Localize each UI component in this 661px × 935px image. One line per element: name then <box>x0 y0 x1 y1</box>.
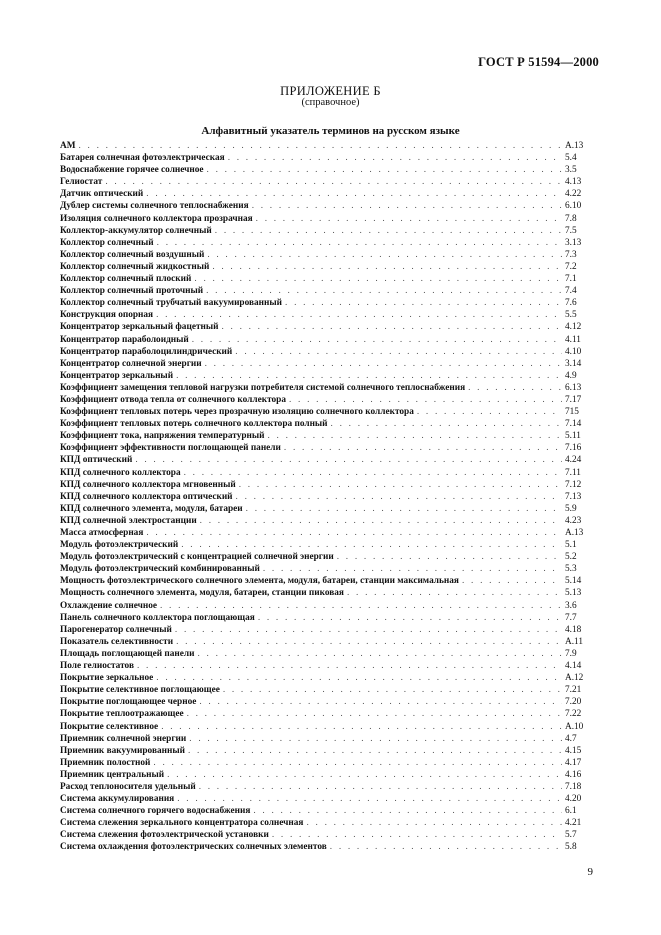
dot-leader <box>337 551 562 563</box>
index-entry <box>60 660 601 672</box>
dot-leader <box>468 382 562 394</box>
dot-leader <box>215 225 562 237</box>
entry-term: Дублер системы солнечного теплоснабжения <box>60 201 249 212</box>
index-entry <box>60 370 601 382</box>
entry-reference: 7.7 <box>565 612 577 623</box>
entry-reference: 5.9 <box>565 503 577 514</box>
entry-term: Покрытие зеркальное <box>60 673 154 684</box>
dot-leader <box>157 237 562 249</box>
dot-leader <box>156 672 562 684</box>
entry-term: Коэффициент эффективности поглощающей панели <box>60 443 281 454</box>
dot-leader <box>228 152 562 164</box>
entry-reference: 4.13 <box>565 177 582 188</box>
entry-term: Коллектор солнечный проточный <box>60 286 204 297</box>
entry-term: Коэффициент тепловых потерь через прозрачную изоляцию солнечного коллектора <box>60 407 414 418</box>
entry-reference: 4.18 <box>565 624 582 635</box>
entry-reference: 4.24 <box>565 455 582 466</box>
entry-reference: 7.3 <box>565 249 577 260</box>
entry-term: Мощность солнечного элемента, модуля, батареи, станции пиковая <box>60 588 344 599</box>
entry-reference: 7.16 <box>565 443 582 454</box>
entry-term: Модуль фотоэлектрический <box>60 540 179 551</box>
index-entry <box>60 285 601 297</box>
entry-term: Датчик оптический <box>60 189 144 200</box>
entry-term: Система аккумулирования <box>60 794 175 805</box>
dot-leader <box>285 297 562 309</box>
dot-leader <box>146 527 562 539</box>
entry-term: Приемник полостной <box>60 757 151 768</box>
dot-leader <box>306 817 562 829</box>
entry-reference: 6.13 <box>565 382 582 393</box>
entry-term: Коэффициент тока, напряжения температурный <box>60 431 265 442</box>
index-entry <box>60 817 601 829</box>
index-entry <box>60 793 601 805</box>
entry-term: Покрытие селективное <box>60 721 159 732</box>
entry-term: Концентратор параболоидный <box>60 334 189 345</box>
dot-leader <box>253 805 562 817</box>
entry-term: КПД солнечного коллектора <box>60 467 181 478</box>
dot-leader <box>167 769 562 781</box>
index-entry <box>60 261 601 273</box>
entry-term: Система охлаждения фотоэлектрических солнечных элементов <box>60 842 327 853</box>
entry-term: Приемник центральный <box>60 769 165 780</box>
entry-reference: 5.8 <box>565 842 577 853</box>
entry-reference: 7.14 <box>565 419 582 430</box>
entry-reference: 3.6 <box>565 600 577 611</box>
entry-reference: 5.3 <box>565 564 577 575</box>
dot-leader <box>175 624 562 636</box>
index-entry <box>60 769 601 781</box>
index-entry <box>60 406 601 418</box>
index-entry <box>60 721 601 733</box>
entry-reference: 5.14 <box>565 576 582 587</box>
entry-term: Система солнечного горячего водоснабжения <box>60 806 251 817</box>
dot-leader <box>207 164 562 176</box>
index-entry <box>60 648 601 660</box>
entry-reference: 7.22 <box>565 709 582 720</box>
entry-reference: 5.11 <box>565 431 581 442</box>
entry-term: Концентратор зеркальный фацетный <box>60 322 219 333</box>
index-entry <box>60 491 601 503</box>
entry-reference: 6.10 <box>565 201 582 212</box>
entry-reference: 3.13 <box>565 237 582 248</box>
index-entry <box>60 587 601 599</box>
index-entry <box>60 479 601 491</box>
dot-leader <box>221 321 562 333</box>
entry-reference: 4.16 <box>565 769 582 780</box>
dot-leader <box>200 515 562 527</box>
entry-term: Покрытие теплоотражающее <box>60 709 184 720</box>
index-heading: Алфавитный указатель терминов на русском языке <box>201 125 460 137</box>
entry-reference: 4.17 <box>565 757 582 768</box>
index-entry <box>60 176 601 188</box>
entry-term: КПД солнечного коллектора оптический <box>60 491 233 502</box>
dot-leader <box>156 309 562 321</box>
entry-term: Модуль фотоэлектрический комбинированный <box>60 564 260 575</box>
index-entry <box>60 624 601 636</box>
entry-reference: 4.23 <box>565 515 582 526</box>
entry-term: Коэффициент отвода тепла от солнечного коллектора <box>60 394 286 405</box>
entry-reference: 4.9 <box>565 370 577 381</box>
entry-term: Концентратор параболоцилиндрический <box>60 346 233 357</box>
index-entry <box>60 225 601 237</box>
entry-reference: А.10 <box>565 721 584 732</box>
dot-leader <box>161 721 562 733</box>
dot-leader <box>192 334 562 346</box>
dot-leader <box>252 200 562 212</box>
index-entry <box>60 612 601 624</box>
entry-term: Изоляция солнечного коллектора прозрачная <box>60 213 253 224</box>
entry-term: Коллектор солнечный плоский <box>60 274 192 285</box>
entry-term: Коэффициент замещения тепловой нагрузки потребителя системой солнечного теплоснабжения <box>60 382 466 393</box>
dot-leader <box>462 575 562 587</box>
dot-leader <box>181 539 562 551</box>
index-entry <box>60 708 601 720</box>
entry-reference: 3.5 <box>565 165 577 176</box>
index-entry <box>60 200 601 212</box>
dot-leader <box>146 188 562 200</box>
index-entry <box>60 418 601 430</box>
dot-leader <box>239 479 562 491</box>
entry-reference: 4.11 <box>565 334 581 345</box>
index-entry <box>60 237 601 249</box>
dot-leader <box>199 781 562 793</box>
index-entry <box>60 503 601 515</box>
entry-reference: А.11 <box>565 636 583 647</box>
dot-leader <box>212 261 562 273</box>
entry-term: КПД солнечного элемента, модуля, батареи <box>60 503 243 514</box>
entry-term: Площадь поглощающей панели <box>60 648 195 659</box>
entry-reference: 3.14 <box>565 358 582 369</box>
entry-term: АМ <box>60 141 76 151</box>
index-entry <box>60 321 601 333</box>
entry-term: Гелиостат <box>60 177 103 188</box>
index-entry <box>60 297 601 309</box>
dot-leader <box>206 285 562 297</box>
index-entry <box>60 442 601 454</box>
entry-term: Парогенератор солнечный <box>60 624 172 635</box>
entry-reference: 5.4 <box>565 153 577 164</box>
entry-reference: 7.4 <box>565 286 577 297</box>
entry-term: Показатель селективности <box>60 636 174 647</box>
dot-leader <box>236 491 562 503</box>
index-entry <box>60 636 601 648</box>
index-entry <box>60 841 601 853</box>
index-entry <box>60 152 601 164</box>
index-entry <box>60 309 601 321</box>
dot-leader <box>263 563 562 575</box>
index-entry <box>60 346 601 358</box>
dot-leader <box>176 370 562 382</box>
entry-term: Приемник солнечной энергии <box>60 733 187 744</box>
index-entry <box>60 781 601 793</box>
dot-leader <box>160 600 562 612</box>
entry-term: Система слежения фотоэлектрической установки <box>60 830 269 841</box>
term-index-list <box>60 140 601 854</box>
entry-term: Коллектор солнечный <box>60 237 154 248</box>
dot-leader <box>199 696 562 708</box>
entry-reference: 7.8 <box>565 213 577 224</box>
index-entry <box>60 551 601 563</box>
dot-leader <box>105 176 562 188</box>
index-entry <box>60 213 601 225</box>
entry-term: КПД солнечного коллектора мгновенный <box>60 479 236 490</box>
dot-leader <box>289 394 562 406</box>
dot-leader <box>188 745 562 757</box>
dot-leader <box>187 708 562 720</box>
entry-term: Масса атмосферная <box>60 528 144 538</box>
dot-leader <box>256 213 562 225</box>
entry-term: Коллектор солнечный трубчатый вакуумированный <box>60 298 283 309</box>
index-entry <box>60 527 601 539</box>
index-entry <box>60 563 601 575</box>
entry-term: Концентратор зеркальный <box>60 370 174 381</box>
dot-leader <box>197 648 562 660</box>
entry-term: Водоснабжение горячее солнечное <box>60 165 204 176</box>
dot-leader <box>184 467 562 479</box>
index-entry <box>60 672 601 684</box>
index-entry <box>60 394 601 406</box>
entry-reference: 7.5 <box>565 225 577 236</box>
index-entry <box>60 696 601 708</box>
entry-term: Расход теплоносителя удельный <box>60 781 196 792</box>
dot-leader <box>137 660 562 672</box>
entry-reference: 5.1 <box>565 540 577 551</box>
index-entry <box>60 515 601 527</box>
entry-term: Концентратор солнечной энергии <box>60 358 202 369</box>
entry-reference: 715 <box>565 407 579 418</box>
entry-term: Коллектор солнечный воздушный <box>60 249 205 260</box>
entry-term: Покрытие селективное поглощающее <box>60 685 220 696</box>
index-entry <box>60 382 601 394</box>
entry-reference: 7.18 <box>565 781 582 792</box>
entry-reference: 4.21 <box>565 818 582 829</box>
dot-leader <box>272 829 562 841</box>
entry-reference: 4.22 <box>565 189 582 200</box>
dot-leader <box>207 249 562 261</box>
entry-reference: 7.11 <box>565 467 581 478</box>
entry-reference: 7.17 <box>565 394 582 405</box>
entry-reference: А.13 <box>565 528 584 538</box>
index-entry <box>60 454 601 466</box>
entry-reference: 4.14 <box>565 661 582 672</box>
index-entry <box>60 164 601 176</box>
entry-reference: 5.5 <box>565 310 577 321</box>
dot-leader <box>235 346 562 358</box>
entry-reference: 6.1 <box>565 806 577 817</box>
entry-term: Коэффициент тепловых потерь солнечного коллектора полный <box>60 419 328 430</box>
index-entry <box>60 249 601 261</box>
dot-leader <box>347 587 562 599</box>
dot-leader <box>135 454 562 466</box>
index-entry <box>60 140 601 152</box>
entry-term: Батарея солнечная фотоэлектрическая <box>60 153 225 164</box>
dot-leader <box>176 636 562 648</box>
entry-reference: 7.6 <box>565 298 577 309</box>
entry-term: Коллектор солнечный жидкостный <box>60 261 210 272</box>
appendix-subtitle: (справочное) <box>301 97 360 108</box>
dot-leader <box>284 442 562 454</box>
dot-leader <box>331 418 562 430</box>
entry-term: Поле гелиостатов <box>60 661 134 672</box>
entry-term: Покрытие поглощающее черное <box>60 697 197 708</box>
index-entry <box>60 334 601 346</box>
index-entry <box>60 430 601 442</box>
dot-leader <box>223 684 562 696</box>
entry-reference: 7.9 <box>565 648 577 659</box>
entry-term: КПД солнечной электростанции <box>60 515 197 526</box>
dot-leader <box>268 430 563 442</box>
dot-leader <box>153 757 562 769</box>
entry-reference: А.13 <box>565 141 584 151</box>
entry-reference: А.12 <box>565 673 584 684</box>
index-entry <box>60 745 601 757</box>
entry-reference: 7.20 <box>565 697 582 708</box>
index-entry <box>60 757 601 769</box>
entry-reference: 7.1 <box>565 274 577 285</box>
entry-term: Охлаждение солнечное <box>60 600 157 611</box>
index-entry <box>60 600 601 612</box>
entry-term: Модуль фотоэлектрический с концентрацией солнечной энергии <box>60 552 334 563</box>
dot-leader <box>417 406 562 418</box>
entry-reference: 4.10 <box>565 346 582 357</box>
index-entry <box>60 358 601 370</box>
entry-reference: 4.15 <box>565 745 582 756</box>
dot-leader <box>189 733 562 745</box>
entry-term: Система слежения зеркального концентратора солнечная <box>60 818 304 829</box>
index-entry <box>60 467 601 479</box>
page-number: 9 <box>587 866 593 878</box>
dot-leader <box>205 358 562 370</box>
entry-reference: 5.2 <box>565 552 577 563</box>
index-entry <box>60 733 601 745</box>
dot-leader <box>330 841 562 853</box>
dot-leader <box>246 503 562 515</box>
dot-leader <box>258 612 562 624</box>
entry-term: Приемник вакуумированный <box>60 745 185 756</box>
entry-term: Мощность фотоэлектрического солнечного элемента, модуля, батареи, станции максимальная <box>60 576 459 587</box>
doc-code: ГОСТ Р 51594—2000 <box>478 55 599 69</box>
index-entry <box>60 805 601 817</box>
index-entry <box>60 829 601 841</box>
entry-term: Конструкция опорная <box>60 310 154 321</box>
dot-leader <box>194 273 562 285</box>
entry-reference: 7.13 <box>565 491 582 502</box>
index-entry <box>60 539 601 551</box>
entry-reference: 4.20 <box>565 794 582 805</box>
index-entry <box>60 273 601 285</box>
entry-reference: 4.12 <box>565 322 582 333</box>
index-entry <box>60 188 601 200</box>
entry-reference: 5.7 <box>565 830 577 841</box>
index-entry <box>60 684 601 696</box>
dot-leader <box>177 793 562 805</box>
entry-term: Панель солнечного коллектора поглощающая <box>60 612 255 623</box>
entry-reference: 5.13 <box>565 588 582 599</box>
entry-term: КПД оптический <box>60 455 133 466</box>
entry-reference: 7.12 <box>565 479 582 490</box>
entry-reference: 7.21 <box>565 685 582 696</box>
entry-reference: 4.7 <box>565 733 577 744</box>
appendix-title: ПРИЛОЖЕНИЕ Б <box>280 84 381 98</box>
entry-term: Коллектор-аккумулятор солнечный <box>60 225 212 236</box>
index-entry <box>60 575 601 587</box>
dot-leader <box>79 140 563 152</box>
entry-reference: 7.2 <box>565 261 577 272</box>
